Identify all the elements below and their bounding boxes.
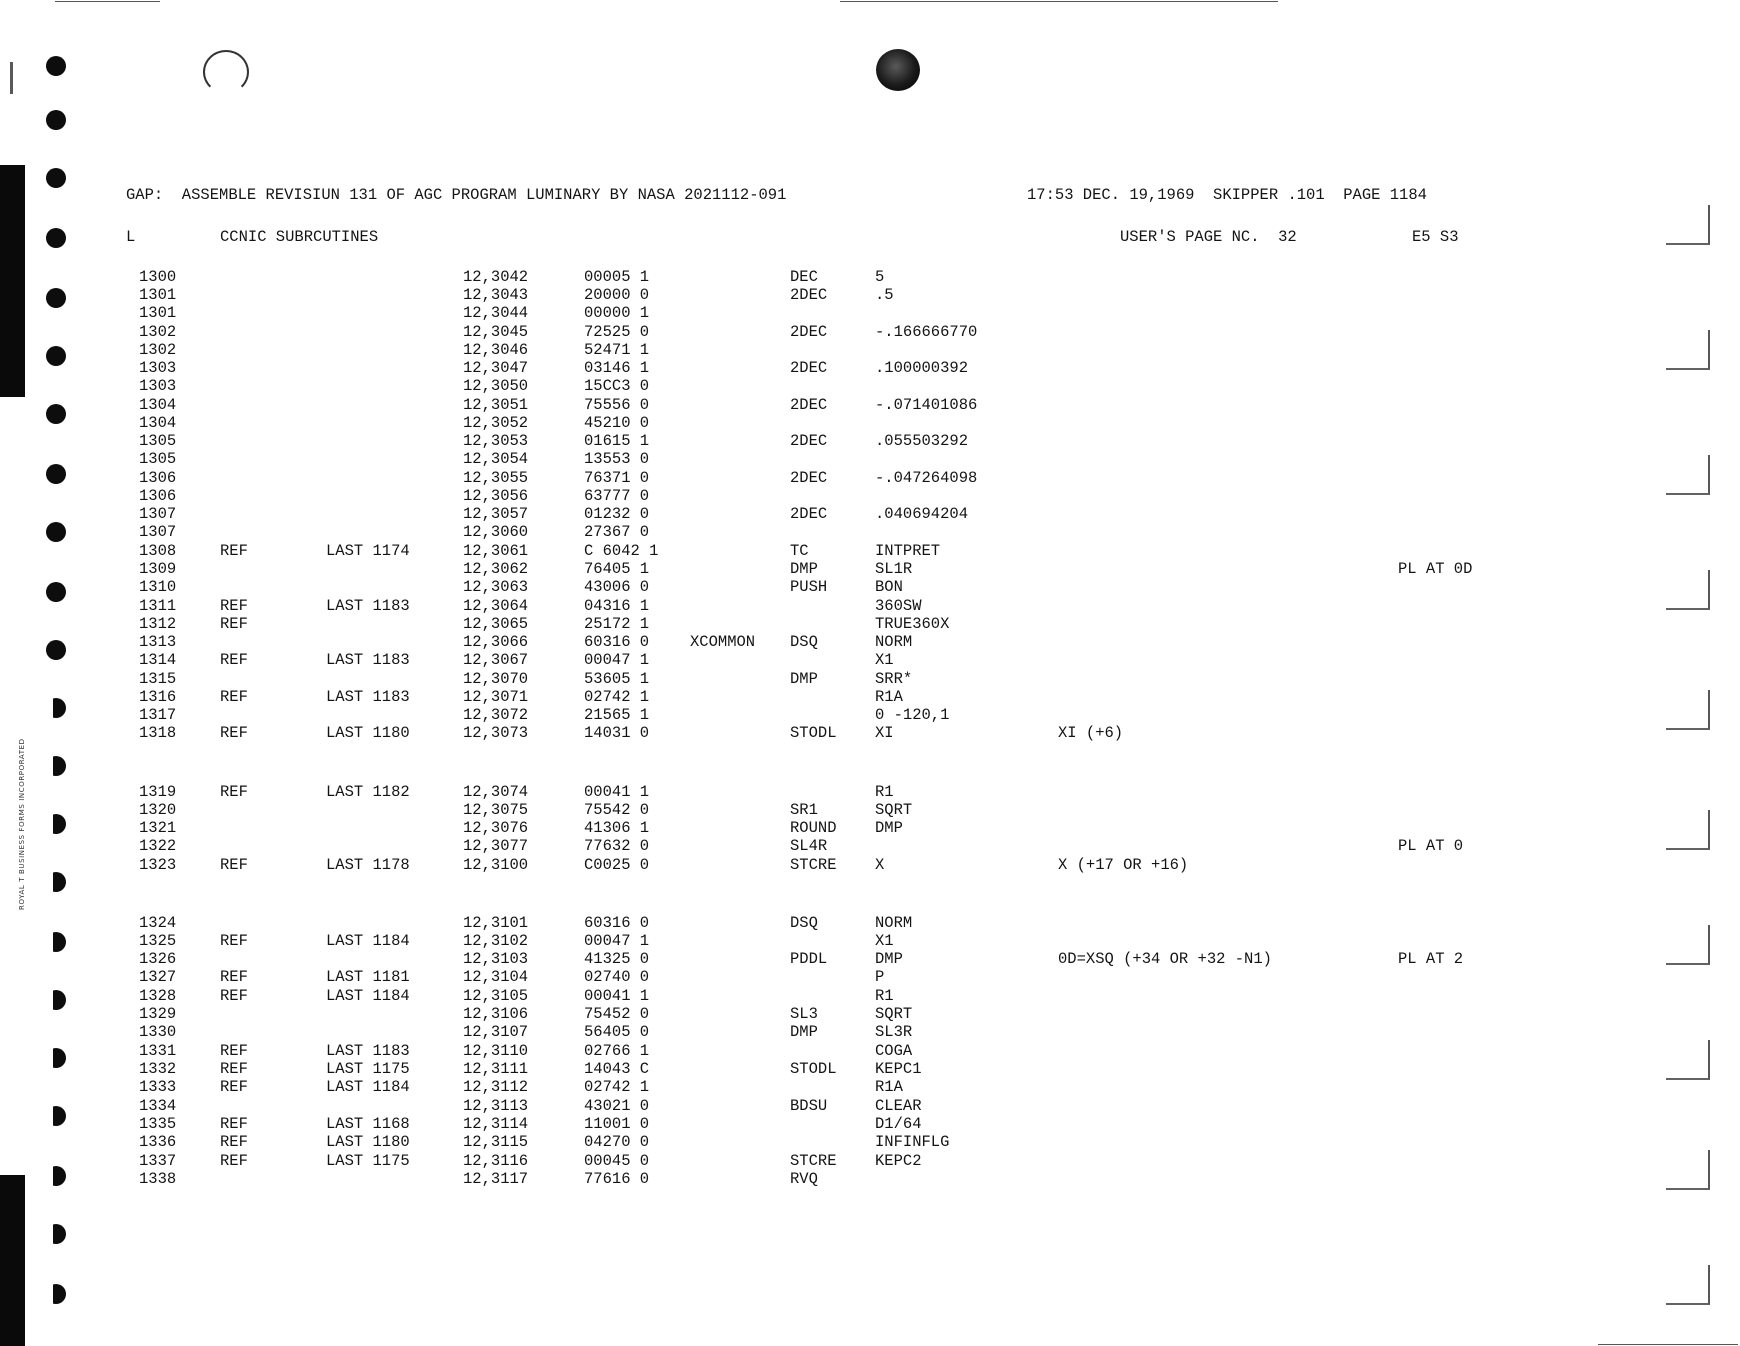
- last-page-ref: LAST 1174: [326, 542, 410, 560]
- binder-ring-outline: [203, 50, 249, 94]
- operand: R1A: [875, 688, 903, 706]
- header-line-2: [0, 228, 1459, 246]
- last-page-ref: LAST 1184: [326, 1078, 410, 1096]
- last-page-ref: LAST 1183: [326, 651, 410, 669]
- last-page-ref: LAST 1183: [326, 688, 410, 706]
- address: 12,3074: [463, 783, 529, 801]
- line-number: 1320: [139, 801, 177, 819]
- last-page-ref: LAST 1184: [326, 987, 410, 1005]
- octal-word: 53605 1: [584, 670, 650, 688]
- line-number: 1318: [139, 724, 177, 742]
- left-tick-mark: [10, 62, 13, 94]
- line-number: 1308: [139, 542, 177, 560]
- octal-word: 72525 0: [584, 323, 650, 341]
- ref-label: REF: [220, 688, 248, 706]
- line-number: 1313: [139, 633, 177, 651]
- line-number: 1302: [139, 323, 177, 341]
- ref-label: REF: [220, 1152, 248, 1170]
- octal-word: 75556 0: [584, 396, 650, 414]
- address: 12,3077: [463, 837, 529, 855]
- octal-word: 76371 0: [584, 469, 650, 487]
- octal-word: 02742 1: [584, 688, 650, 706]
- address: 12,3102: [463, 932, 529, 950]
- opcode: DSQ: [790, 633, 818, 651]
- octal-word: 04270 0: [584, 1133, 650, 1151]
- header-line-1: [0, 186, 1427, 204]
- operand: DMP: [875, 950, 903, 968]
- ref-label: REF: [220, 783, 248, 801]
- address: 12,3101: [463, 914, 529, 932]
- octal-word: 00041 1: [584, 783, 650, 801]
- tear-mark: [1666, 570, 1710, 610]
- line-number: 1304: [139, 396, 177, 414]
- tear-mark: [1666, 925, 1710, 965]
- line-number: 1321: [139, 819, 177, 837]
- octal-word: 13553 0: [584, 450, 650, 468]
- address: 12,3062: [463, 560, 529, 578]
- octal-word: 41325 0: [584, 950, 650, 968]
- comment: 0D=XSQ (+34 OR +32 -N1): [1058, 950, 1272, 968]
- comment: X (+17 OR +16): [1058, 856, 1189, 874]
- line-number: 1310: [139, 578, 177, 596]
- ref-label: REF: [220, 1042, 248, 1060]
- operand: D1/64: [875, 1115, 922, 1133]
- line-number: 1315: [139, 670, 177, 688]
- pushdown-note: PL AT 0D: [1398, 560, 1473, 578]
- ref-label: REF: [220, 1078, 248, 1096]
- line-number: 1317: [139, 706, 177, 724]
- octal-word: 45210 0: [584, 414, 650, 432]
- address: 12,3106: [463, 1005, 529, 1023]
- tear-mark: [1666, 455, 1710, 495]
- address: 12,3051: [463, 396, 529, 414]
- ref-label: REF: [220, 932, 248, 950]
- pushdown-note: PL AT 2: [1398, 950, 1464, 968]
- feed-hole-icon: [46, 346, 66, 366]
- address: 12,3056: [463, 487, 529, 505]
- operand: DMP: [875, 819, 903, 837]
- line-number: 1307: [139, 523, 177, 541]
- line-number: 1305: [139, 450, 177, 468]
- address: 12,3054: [463, 450, 529, 468]
- address: 12,3103: [463, 950, 529, 968]
- octal-word: 60316 0: [584, 914, 650, 932]
- address: 12,3107: [463, 1023, 529, 1041]
- operand: SL1R: [875, 560, 913, 578]
- symbol-label: XCOMMON: [690, 633, 756, 651]
- address: 12,3114: [463, 1115, 529, 1133]
- feed-hole-icon: [46, 228, 66, 248]
- last-page-ref: LAST 1180: [326, 724, 410, 742]
- opcode: SL4R: [790, 837, 828, 855]
- operand: 5: [875, 268, 885, 286]
- address: 12,3075: [463, 801, 529, 819]
- left-margin-bar-bottom: [0, 1175, 25, 1346]
- line-number: 1329: [139, 1005, 177, 1023]
- octal-word: 11001 0: [584, 1115, 650, 1133]
- assembly-title: GAP: ASSEMBLE REVISIUN 131 OF AGC PROGRAM LUMINARY BY NASA 2021112-091: [126, 186, 787, 204]
- line-number: 1330: [139, 1023, 177, 1041]
- last-page-ref: LAST 1183: [326, 1042, 410, 1060]
- opcode: SR1: [790, 801, 818, 819]
- operand: KEPC2: [875, 1152, 922, 1170]
- opcode: STCRE: [790, 856, 837, 874]
- address: 12,3046: [463, 341, 529, 359]
- ref-label: REF: [220, 856, 248, 874]
- address: 12,3044: [463, 304, 529, 322]
- opcode: 2DEC: [790, 396, 828, 414]
- feed-hole-icon: [46, 56, 66, 76]
- tear-mark: [1666, 1265, 1710, 1305]
- address: 12,3073: [463, 724, 529, 742]
- address: 12,3057: [463, 505, 529, 523]
- last-page-ref: LAST 1175: [326, 1152, 410, 1170]
- address: 12,3105: [463, 987, 529, 1005]
- opcode: 2DEC: [790, 359, 828, 377]
- address: 12,3050: [463, 377, 529, 395]
- last-page-ref: LAST 1183: [326, 597, 410, 615]
- feed-hole-icon: [46, 404, 66, 424]
- opcode: ROUND: [790, 819, 837, 837]
- address: 12,3115: [463, 1133, 529, 1151]
- octal-word: 02742 1: [584, 1078, 650, 1096]
- operand: -.166666770: [875, 323, 978, 341]
- opcode: 2DEC: [790, 469, 828, 487]
- ref-label: REF: [220, 1115, 248, 1133]
- octal-word: 60316 0: [584, 633, 650, 651]
- operand: P: [875, 968, 885, 986]
- octal-word: 01615 1: [584, 432, 650, 450]
- octal-word: C 6042 1: [584, 542, 659, 560]
- line-number: 1312: [139, 615, 177, 633]
- operand: NORM: [875, 914, 913, 932]
- octal-word: 00047 1: [584, 651, 650, 669]
- top-edge-line-left: [55, 1, 160, 2]
- address: 12,3112: [463, 1078, 529, 1096]
- address: 12,3065: [463, 615, 529, 633]
- line-number: 1332: [139, 1060, 177, 1078]
- octal-word: 75452 0: [584, 1005, 650, 1023]
- octal-word: 15CC3 0: [584, 377, 650, 395]
- octal-word: 43006 0: [584, 578, 650, 596]
- users-page-number: USER'S PAGE NC. 32: [1120, 228, 1297, 246]
- operand: COGA: [875, 1042, 913, 1060]
- line-number: 1334: [139, 1097, 177, 1115]
- address: 12,3111: [463, 1060, 529, 1078]
- line-number: 1306: [139, 487, 177, 505]
- tear-mark: [1666, 810, 1710, 850]
- operand: KEPC1: [875, 1060, 922, 1078]
- form-maker-text: ROYAL T BUSINESS FORMS INCORPORATED: [18, 738, 26, 910]
- operand: INTPRET: [875, 542, 941, 560]
- address: 12,3060: [463, 523, 529, 541]
- address: 12,3043: [463, 286, 529, 304]
- address: 12,3104: [463, 968, 529, 986]
- octal-word: 03146 1: [584, 359, 650, 377]
- address: 12,3061: [463, 542, 529, 560]
- operand: SQRT: [875, 801, 913, 819]
- opcode: SL3: [790, 1005, 818, 1023]
- line-number: 1324: [139, 914, 177, 932]
- line-number: 1300: [139, 268, 177, 286]
- line-number: 1314: [139, 651, 177, 669]
- opcode: STODL: [790, 724, 837, 742]
- operand: INFINFLG: [875, 1133, 950, 1151]
- opcode: 2DEC: [790, 286, 828, 304]
- line-number: 1301: [139, 286, 177, 304]
- tear-mark: [1666, 1150, 1710, 1190]
- ref-label: REF: [220, 1133, 248, 1151]
- octal-word: 77616 0: [584, 1170, 650, 1188]
- line-number: 1303: [139, 377, 177, 395]
- operand: SL3R: [875, 1023, 913, 1041]
- address: 12,3064: [463, 597, 529, 615]
- opcode: 2DEC: [790, 323, 828, 341]
- ref-label: REF: [220, 724, 248, 742]
- opcode: BDSU: [790, 1097, 828, 1115]
- address: 12,3071: [463, 688, 529, 706]
- operand: BON: [875, 578, 903, 596]
- last-page-ref: LAST 1168: [326, 1115, 410, 1133]
- feed-hole-icon: [46, 1166, 66, 1186]
- opcode: DMP: [790, 1023, 818, 1041]
- address: 12,3110: [463, 1042, 529, 1060]
- operand: .040694204: [875, 505, 969, 523]
- feed-hole-icon: [46, 110, 66, 130]
- opcode: RVQ: [790, 1170, 818, 1188]
- line-number: 1301: [139, 304, 177, 322]
- line-number: 1303: [139, 359, 177, 377]
- operand: .100000392: [875, 359, 969, 377]
- marker-l: L: [126, 228, 136, 246]
- last-page-ref: LAST 1175: [326, 1060, 410, 1078]
- address: 12,3055: [463, 469, 529, 487]
- line-number: 1328: [139, 987, 177, 1005]
- ref-label: REF: [220, 542, 248, 560]
- operand: .055503292: [875, 432, 969, 450]
- opcode: TC: [790, 542, 809, 560]
- ref-label: REF: [220, 597, 248, 615]
- octal-word: 20000 0: [584, 286, 650, 304]
- ref-label: REF: [220, 1060, 248, 1078]
- line-number: 1336: [139, 1133, 177, 1151]
- line-number: 1335: [139, 1115, 177, 1133]
- operand: R1: [875, 987, 894, 1005]
- line-number: 1316: [139, 688, 177, 706]
- octal-word: 14031 0: [584, 724, 650, 742]
- operand: .5: [875, 286, 894, 304]
- line-number: 1306: [139, 469, 177, 487]
- line-number: 1302: [139, 341, 177, 359]
- line-number: 1311: [139, 597, 177, 615]
- operand: R1: [875, 783, 894, 801]
- address: 12,3072: [463, 706, 529, 724]
- octal-word: 00041 1: [584, 987, 650, 1005]
- last-page-ref: LAST 1181: [326, 968, 410, 986]
- operand: NORM: [875, 633, 913, 651]
- top-edge-line-center: [840, 1, 1278, 2]
- line-number: 1323: [139, 856, 177, 874]
- ref-label: REF: [220, 615, 248, 633]
- line-number: 1333: [139, 1078, 177, 1096]
- line-number: 1309: [139, 560, 177, 578]
- octal-word: 00047 1: [584, 932, 650, 950]
- octal-word: 00000 1: [584, 304, 650, 322]
- line-number: 1337: [139, 1152, 177, 1170]
- feed-hole-icon: [46, 1106, 66, 1126]
- last-page-ref: LAST 1184: [326, 932, 410, 950]
- address: 12,3045: [463, 323, 529, 341]
- binder-punch-hole: [876, 49, 920, 91]
- operand: -.047264098: [875, 469, 978, 487]
- feed-hole-icon: [46, 1224, 66, 1244]
- line-number: 1307: [139, 505, 177, 523]
- opcode: 2DEC: [790, 505, 828, 523]
- address: 12,3052: [463, 414, 529, 432]
- section-title: CCNIC SUBRCUTINES: [220, 228, 379, 246]
- operand: X: [875, 856, 885, 874]
- feed-hole-icon: [46, 464, 66, 484]
- address: 12,3116: [463, 1152, 529, 1170]
- feed-hole-icon: [46, 288, 66, 308]
- feed-hole-icon: [46, 814, 66, 834]
- line-number: 1322: [139, 837, 177, 855]
- address: 12,3113: [463, 1097, 529, 1115]
- feed-hole-icon: [46, 522, 66, 542]
- line-number: 1325: [139, 932, 177, 950]
- operand: XI: [875, 724, 894, 742]
- octal-word: 76405 1: [584, 560, 650, 578]
- operand: TRUE360X: [875, 615, 950, 633]
- bottom-edge-line-right: [1598, 1344, 1738, 1345]
- octal-word: 43021 0: [584, 1097, 650, 1115]
- run-timestamp: 17:53 DEC. 19,1969 SKIPPER .101 PAGE 1184: [1027, 186, 1427, 204]
- tear-mark: [1666, 690, 1710, 730]
- opcode: DSQ: [790, 914, 818, 932]
- line-number: 1305: [139, 432, 177, 450]
- operand: SQRT: [875, 1005, 913, 1023]
- octal-word: 14043 C: [584, 1060, 650, 1078]
- last-page-ref: LAST 1182: [326, 783, 410, 801]
- address: 12,3117: [463, 1170, 529, 1188]
- opcode: PUSH: [790, 578, 828, 596]
- octal-word: 02766 1: [584, 1042, 650, 1060]
- octal-word: 77632 0: [584, 837, 650, 855]
- operand: -.071401086: [875, 396, 978, 414]
- address: 12,3053: [463, 432, 529, 450]
- feed-hole-icon: [46, 698, 66, 718]
- line-number: 1319: [139, 783, 177, 801]
- opcode: 2DEC: [790, 432, 828, 450]
- line-number: 1327: [139, 968, 177, 986]
- feed-hole-icon: [46, 990, 66, 1010]
- last-page-ref: LAST 1178: [326, 856, 410, 874]
- octal-word: 63777 0: [584, 487, 650, 505]
- line-number: 1338: [139, 1170, 177, 1188]
- address: 12,3047: [463, 359, 529, 377]
- feed-hole-icon: [46, 872, 66, 892]
- operand: X1: [875, 651, 894, 669]
- pushdown-note: PL AT 0: [1398, 837, 1464, 855]
- octal-word: 52471 1: [584, 341, 650, 359]
- octal-word: 04316 1: [584, 597, 650, 615]
- opcode: DMP: [790, 670, 818, 688]
- octal-word: 00045 0: [584, 1152, 650, 1170]
- opcode: PDDL: [790, 950, 828, 968]
- opcode: DMP: [790, 560, 818, 578]
- feed-hole-icon: [46, 168, 66, 188]
- address: 12,3070: [463, 670, 529, 688]
- octal-word: 75542 0: [584, 801, 650, 819]
- octal-word: 00005 1: [584, 268, 650, 286]
- page-code: E5 S3: [1412, 228, 1459, 246]
- ref-label: REF: [220, 987, 248, 1005]
- octal-word: C0025 0: [584, 856, 650, 874]
- comment: XI (+6): [1058, 724, 1124, 742]
- feed-hole-icon: [46, 932, 66, 952]
- operand: X1: [875, 932, 894, 950]
- address: 12,3042: [463, 268, 529, 286]
- last-page-ref: LAST 1180: [326, 1133, 410, 1151]
- operand: 0 -120,1: [875, 706, 950, 724]
- address: 12,3067: [463, 651, 529, 669]
- feed-hole-icon: [46, 1284, 66, 1304]
- octal-word: 56405 0: [584, 1023, 650, 1041]
- operand: CLEAR: [875, 1097, 922, 1115]
- address: 12,3066: [463, 633, 529, 651]
- line-number: 1331: [139, 1042, 177, 1060]
- opcode: STODL: [790, 1060, 837, 1078]
- feed-hole-icon: [46, 1048, 66, 1068]
- line-number: 1326: [139, 950, 177, 968]
- octal-word: 27367 0: [584, 523, 650, 541]
- operand: R1A: [875, 1078, 903, 1096]
- feed-hole-icon: [46, 640, 66, 660]
- tear-mark: [1666, 205, 1710, 245]
- octal-word: 41306 1: [584, 819, 650, 837]
- octal-word: 02740 0: [584, 968, 650, 986]
- opcode: STCRE: [790, 1152, 837, 1170]
- opcode: DEC: [790, 268, 818, 286]
- ref-label: REF: [220, 968, 248, 986]
- feed-hole-icon: [46, 756, 66, 776]
- address: 12,3063: [463, 578, 529, 596]
- address: 12,3076: [463, 819, 529, 837]
- line-number: 1304: [139, 414, 177, 432]
- octal-word: 01232 0: [584, 505, 650, 523]
- octal-word: 25172 1: [584, 615, 650, 633]
- operand: 360SW: [875, 597, 922, 615]
- tear-mark: [1666, 1040, 1710, 1080]
- feed-hole-icon: [46, 582, 66, 602]
- address: 12,3100: [463, 856, 529, 874]
- tear-mark: [1666, 330, 1710, 370]
- ref-label: REF: [220, 651, 248, 669]
- octal-word: 21565 1: [584, 706, 650, 724]
- operand: SRR*: [875, 670, 913, 688]
